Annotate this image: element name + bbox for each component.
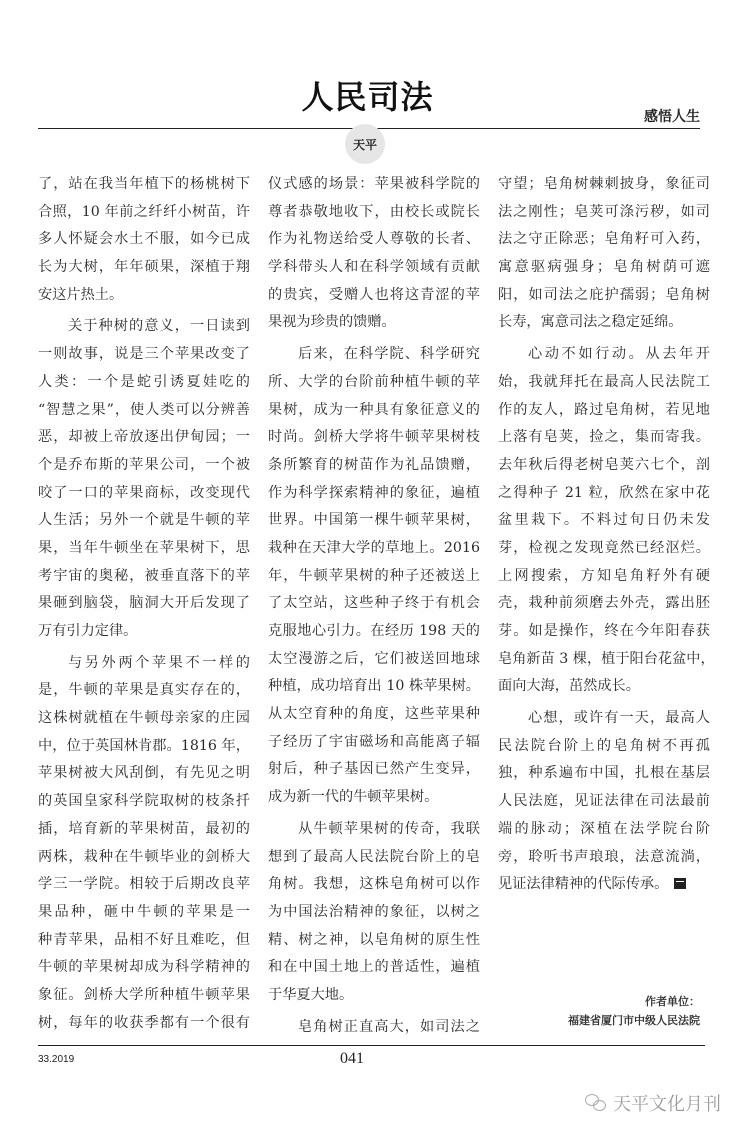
text-line: 条所繁育的树苗作为礼品馈赠， <box>268 456 480 473</box>
text-line: 种植，成功培育出 10 株苹果树。 <box>268 678 480 695</box>
text-line: 长寿，寓意司法之稳定延绵。 <box>498 314 683 331</box>
text-line: 中，位于英国林肯郡。1816 年， <box>38 737 250 754</box>
text-line: 学科带头人和在科学领域有贡献 <box>268 259 480 276</box>
text-line: 多人怀疑会水土不服，如今已成 <box>38 231 250 248</box>
text-line: 和在中国土地上的普适性，遍植 <box>268 959 480 976</box>
text-line: 芽。如是操作，终在今年阳春获 <box>498 623 710 639</box>
text-line: 两株，栽种在牛顿毕业的剑桥大 <box>38 848 250 865</box>
text-line: 的贵宾，受赠人也将这青涩的苹 <box>268 286 480 303</box>
author-unit: 福建省厦门市中级人民法院 <box>568 1014 700 1027</box>
text-line: 合照，10 年前之纤纤小树苗，许 <box>38 203 250 220</box>
wechat-icon <box>585 1094 607 1112</box>
text-line: 所、大学的台阶前种植牛顿的苹 <box>268 373 480 390</box>
paragraph <box>268 816 480 1010</box>
text-line: 皂角树正直高大，如司法之 <box>298 1018 480 1035</box>
text-line: 民法院台阶上的皂角树不再孤 <box>498 737 710 754</box>
text-line: 时尚。剑桥大学将牛顿苹果树枝 <box>268 429 480 446</box>
text-line: 太空漫游之后，它们被送回地球 <box>268 650 480 667</box>
text-line: 作为礼物送给受人尊敬的长者、 <box>268 231 480 248</box>
text-line: 人类：一个是蛇引诱夏娃吃的 <box>38 373 250 390</box>
paragraph <box>498 171 710 337</box>
text-line: 插，培育新的苹果树苗，最初的 <box>38 820 250 837</box>
text-line: 果品种，砸中牛顿的苹果是一 <box>38 903 250 920</box>
text-line: 角树。我想，这株皂角树可以作 <box>268 876 480 893</box>
text-line: 牛顿的苹果树却成为科学精神的 <box>38 959 250 976</box>
text-line: 法之守正除恶；皂角籽可入药， <box>498 231 710 248</box>
text-line: 安这片热土。 <box>38 286 124 303</box>
text-line: 世界。中国第一棵牛顿苹果树， <box>268 512 480 529</box>
text-line: 独，种系遍布中国，扎根在基层 <box>498 765 710 782</box>
text-line: 象征。剑桥大学所种植牛顿苹果 <box>38 986 250 1003</box>
text-line: 恶，却被上帝放逐出伊甸园；一 <box>38 429 250 446</box>
watermark-text: 天平文化月刊 <box>613 1094 721 1115</box>
text-line: 见证法律精神的代际传承。 <box>498 871 710 899</box>
text-line: 去年秋后得老树皂荚六七个，剖 <box>498 456 710 473</box>
article-column-3 <box>498 171 715 903</box>
end-mark-icon <box>674 878 686 889</box>
text-line: 端的脉动；深植在法学院台阶 <box>498 820 710 837</box>
text-line: 成为新一代的牛顿苹果树。 <box>268 789 439 806</box>
paragraph <box>38 650 250 1038</box>
text-line: 长为大树，年年硕果，深植于翔 <box>38 259 250 276</box>
text-line: 栽种在天津大学的草地上。2016 <box>268 539 480 556</box>
text-line: 旁，聆听书声琅琅，法意流淌， <box>498 848 710 865</box>
watermark <box>585 1090 721 1116</box>
paragraph <box>38 313 250 645</box>
text-line: 果树，成为一种具有象征意义的 <box>268 401 480 418</box>
text-line: 为中国法治精神的象征，以树之 <box>268 903 480 920</box>
text-line: 皂角新苗 3 棵，植于阳台花盆中， <box>498 650 715 667</box>
text-line: 子经历了宇宙磁场和高能离子辐 <box>268 733 480 750</box>
text-line: “智慧之果”，使人类可以分辨善 <box>38 401 250 418</box>
text-line: 是，牛顿的苹果是真实存在的， <box>38 682 250 699</box>
text-line: 心动不如行动。从去年开 <box>528 346 710 363</box>
text-line: 从牛顿苹果树的传奇，我联 <box>298 820 480 837</box>
text-line: 果，当年牛顿坐在苹果树下，思 <box>38 539 250 556</box>
text-line: 精、树之神，以皂角树的原生性 <box>268 931 480 948</box>
footer-divider <box>38 1045 705 1046</box>
paragraph <box>268 1014 480 1042</box>
author-label: 作者单位： <box>645 995 700 1008</box>
text-line: 作为科学探索精神的象征，遍植 <box>268 484 480 501</box>
text-line: 克服地心引力。在经历 198 天的 <box>268 623 480 639</box>
text-line: 与另外两个苹果不一样的 <box>68 654 250 671</box>
text-line: 树，每年的收获季都有一个很有 <box>38 1014 250 1031</box>
text-line: 年，牛顿苹果树的种子还被送上 <box>268 567 480 584</box>
text-line: 之得种子 21 粒，欣然在家中花 <box>498 484 710 501</box>
text-line: 芽，检视之发现竟然已经沤烂。 <box>498 539 710 556</box>
text-line: 了，站在我当年植下的杨桃树下 <box>38 176 250 192</box>
text-line: 法之刚性；皂荚可涤污秽，如司 <box>498 203 710 220</box>
text-line: 果砸到脑袋，脑洞大开后发现了 <box>38 595 250 612</box>
text-line: 寓意驱病强身；皂角树荫可遮 <box>498 259 710 276</box>
text-line: 学三一学院。相较于后期改良苹 <box>38 876 250 893</box>
text-line: 守望；皂角树棘刺披身，象征司 <box>498 176 710 192</box>
text-line: 考宇宙的奥秘，被垂直落下的苹 <box>38 567 250 584</box>
text-line: 想到了最高人民法院台阶上的皂 <box>268 848 480 865</box>
paragraph <box>268 341 480 812</box>
text-line: 的英国皇家科学院取树的枝条扦 <box>38 793 250 810</box>
text-line: 后来，在科学院、科学研究 <box>298 346 480 363</box>
text-line: 咬了一口的苹果商标，改变现代 <box>38 484 250 501</box>
text-line: 心想，或许有一天，最高人 <box>528 710 710 727</box>
author-affiliation <box>568 992 700 1030</box>
text-line: 作的友人，路过皂角树，若见地 <box>498 401 710 418</box>
text-line: 始，我就拜托在最高人民法院工 <box>498 373 710 390</box>
text-line: 人生活；另外一个就是牛顿的苹 <box>38 512 250 529</box>
text-line: 仪式感的场景：苹果被科学院的 <box>268 176 480 192</box>
paragraph <box>498 705 710 899</box>
text-line: 这株树就植在牛顿母亲家的庄园 <box>38 710 250 727</box>
text-line: 种青苹果，品相不好且难吃，但 <box>38 931 250 948</box>
text-line: 于华夏大地。 <box>268 986 354 1003</box>
article-column-2 <box>268 171 480 1045</box>
text-line: 上网搜索，方知皂角籽外有硬 <box>498 567 710 584</box>
text-line: 阳，如司法之庇护孺弱；皂角树 <box>498 286 710 303</box>
text-line: 一则故事，说是三个苹果改变了 <box>38 346 250 363</box>
text-line: 上落有皂荚，捡之，集而寄我。 <box>498 429 710 446</box>
text-line: 个是乔布斯的苹果公司，一个被 <box>38 456 250 473</box>
text-line: 尊者恭敬地收下，由校长或院长 <box>268 203 480 220</box>
page-number: 041 <box>340 1050 364 1067</box>
text-line: 盆里栽下。不料过旬日仍未发 <box>498 512 710 529</box>
text-line: 果视为珍贵的馈赠。 <box>268 314 396 331</box>
text-line: 关于种树的意义，一日读到 <box>68 318 250 335</box>
section-label: 感悟人生 <box>644 109 700 125</box>
magazine-title: 人民司法 <box>301 78 434 116</box>
paragraph <box>268 171 480 337</box>
text-line: 人民法庭，见证法律在司法最前 <box>498 793 710 810</box>
text-line: 壳，栽种前须磨去外壳，露出胚 <box>498 595 710 612</box>
text-line: 万有引力定律。 <box>38 623 138 639</box>
text-line: 面向大海，茁然成长。 <box>498 678 640 695</box>
paragraph <box>498 341 715 701</box>
issue-number: 33.2019 <box>38 1054 75 1065</box>
paragraph <box>38 171 250 309</box>
text-line: 苹果树被大风刮倒，有先见之明 <box>38 765 250 782</box>
column-badge: 天平 <box>345 124 385 164</box>
article-column-1 <box>38 171 250 1041</box>
text-line: 从太空育种的角度，这些苹果种 <box>268 706 480 723</box>
text-line: 了太空站，这些种子终于有机会 <box>268 595 480 612</box>
text-line: 射后，种子基因已然产生变异， <box>268 761 480 778</box>
